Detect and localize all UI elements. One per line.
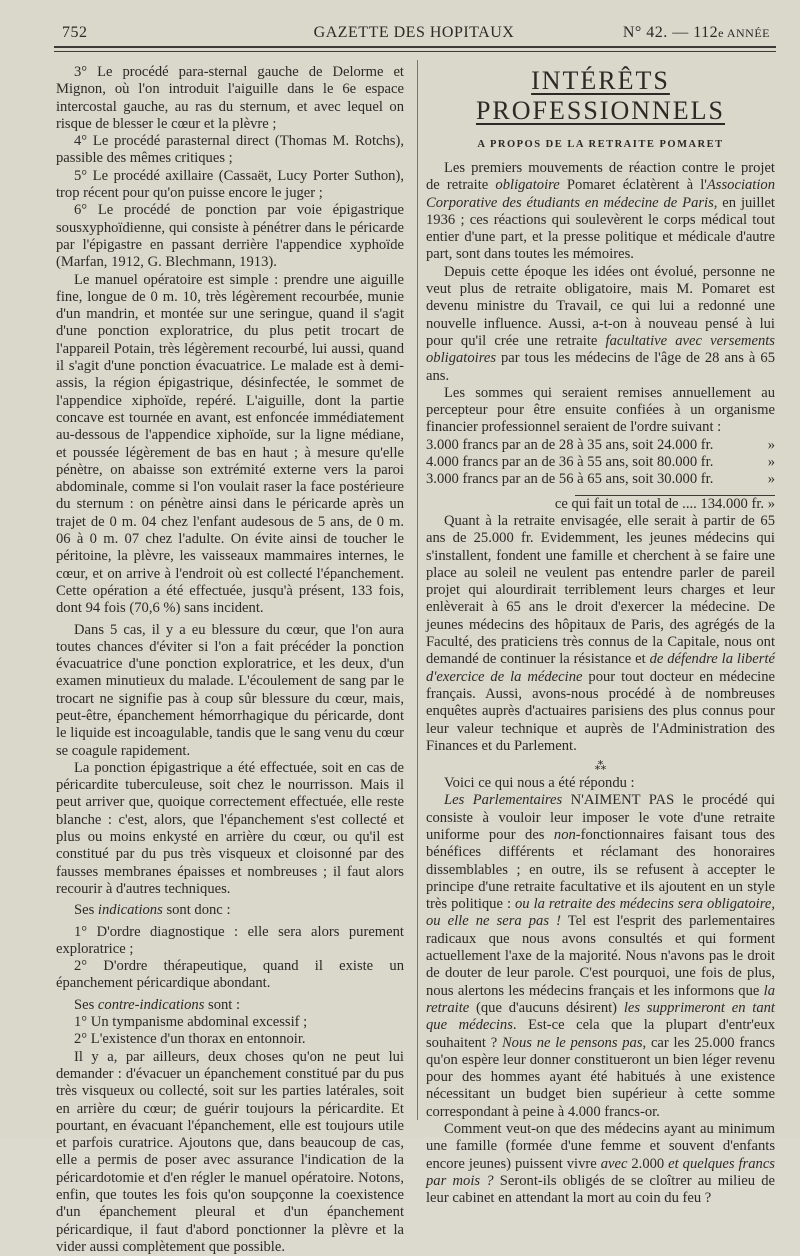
text-run-italic: et quelques francs par mois ? [426, 1155, 775, 1189]
paragraph: Dans 5 cas, il y a eu blessure du cœur, que l'on aura toutes chances d'éviter si l'on a fait précéder la ponction évacuatrice d'une ponction exploratrice, et les deux, d'un examen minutieux du malade. L'écoulement de sang par le trocart ne signifie pas à coup sûr blessure du cœur, mais, peut-être, épanchement hémorrhagique du péricarde, dont le liquide est incoagulable, tandis que le sang venu du cœur se coagule rapidement. [56, 621, 404, 759]
text-run: , en juillet 1936 ; ces réactions qui soulevèrent le corps médical tout entier d'une part, et la presse politique et médicale d'autre part, sont dans toutes les mémoires. [426, 194, 775, 263]
paragraph [56, 902, 404, 919]
amount-label: 3.000 francs par an de 28 à 35 ans, soit 24.000 fr. [426, 436, 714, 453]
text-run-italic: contre-indications [97, 996, 205, 1013]
text-run-italic: avec [600, 1155, 628, 1172]
paragraph: 6° Le procédé de ponction par voie épigastrique sousxyphoïdienne, qui consiste à pénétrer dans le péricarde par l'épigastre en passant derrière l'appendice xyphoïde (Marfan, 1912, G. Blechmann, 1913). [56, 202, 404, 271]
paragraph: 4° Le procédé parasternal direct (Thomas M. Rotchs), passible des mêmes critiques ; [56, 133, 404, 167]
text-run: pour tout docteur en médecine français. Aussi, avons-nous procédé à de nombreuses enquêtes auprès d'actuaires parisiens des plus connus pour leur valeur technique et auprès de l'Administration des Finances et du Parlement. [426, 668, 776, 754]
column-separator [417, 60, 418, 1120]
journal-title: GAZETTE DES HOPITAUX [313, 24, 515, 41]
section-subtitle: A PROPOS DE LA RETRAITE POMARET [477, 139, 724, 150]
paragraph: Voici ce qui nous a été répondu : [444, 775, 635, 792]
page-header [54, 18, 774, 46]
paragraph: Les sommes qui seraient remises annuellement au percepteur pour être ensuite confiées à un organisme financier professionnel seraient de l'ordre suivant : [426, 384, 775, 436]
text-run: -fonctionnaires faisant tous des bénéfices différents et réclamant des honoraires dissemblables ; en outre, ils se refusent à accepter le principe d'une retraite facultative et ils ajoutent en un style très politique : [426, 826, 775, 913]
paragraph: 2° D'ordre thérapeutique, quand il existe un épanchement péricardique abondant. [56, 958, 404, 992]
total-line: ce qui fait un total de .... 134.000 fr. » [554, 495, 775, 512]
section-break-stars: ⁂ [594, 759, 607, 774]
amount-mark: » [767, 436, 775, 453]
text-run: par tous les médecins de l'âge de 28 ans à 65 ans. [426, 350, 775, 384]
paragraph [426, 264, 775, 385]
issue-number [623, 24, 770, 42]
text-run-italic: ou la retraite des médecins sera obligatoire, ou elle ne sera pas ! [426, 896, 775, 930]
text-run: Ses [74, 902, 98, 919]
paragraph [426, 160, 775, 264]
text-run: Depuis cette époque les idées ont évolué, personne ne veut plus de retraite obligatoire, mais M. Pomaret est devenu ministre du Travail, ce qui lui a redonné une nouvelle influence. Aussi, a-t-on à nouveau pensé à lui pour qu'il crée une retraite [426, 263, 775, 349]
text-run: sont donc : [162, 902, 231, 919]
text-run: . Est-ce cela que la plupart d'entr'eux souhaitent ? [426, 1017, 775, 1051]
issue-suffix: e ANNÉE [718, 26, 770, 40]
page-number: 752 [62, 24, 88, 41]
right-column [426, 64, 775, 1208]
text-run-italic: indications [97, 902, 163, 919]
paragraph [426, 792, 775, 1121]
paragraph: 2° L'existence d'un thorax en entonnoir. [74, 1031, 306, 1048]
text-run: Comment veut-on que des médecins ayant au minimum une famille (formée d'une femme et souvent d'enfants encore jeunes) puissent vivre [426, 1121, 775, 1172]
amount-label: 4.000 francs par an de 36 à 55 ans, soit 80.000 fr. [426, 454, 714, 471]
text-run-italic: obligatoire [495, 177, 560, 194]
text-run: 2.000 [627, 1155, 669, 1172]
text-run-italic: Nous ne le pensons pas [501, 1034, 643, 1051]
text-run: Seront-ils obligés de se cloîtrer au milieu de leur cabinet en attendant la mort au coin du feu ? [426, 1172, 776, 1207]
paragraph: 1° Un tympanisme abdominal excessif ; [74, 1014, 308, 1031]
amount-row [426, 454, 775, 471]
amount-mark: » [767, 454, 775, 471]
text-run-italic: la retraite [426, 982, 775, 1016]
text-run: sont : [204, 996, 241, 1013]
text-run-italic: Association Corporative des étudiants en médecine de Paris [426, 177, 775, 211]
issue-main: N° 42. — 112 [622, 24, 719, 41]
left-column [56, 64, 404, 1256]
text-run: Les premiers mouvements de réaction contre le projet de retraite [426, 160, 775, 194]
text-run: , car les 25.000 francs qu'on espère leur donner constitueront un bien léger revenu pour des hommes ayant été habitués à une existence nécessitant un budget bien supérieur à cette somme correspondant à peine à 4.000 francs-or. [426, 1034, 775, 1120]
text-run: Ses [74, 996, 98, 1013]
paragraph [426, 513, 775, 755]
paragraph: 1° D'ordre diagnostique : elle sera alors purement exploratrice ; [56, 923, 404, 957]
paragraph: La ponction épigastrique a été effectuée, soit en cas de péricardite tuberculeuse, soit chez le nourrisson. Mais il peut arriver que, quoique correctement effectuée, elle reste blanche : c'est, alors, que l'épanchement s'est collecté et plus ou moins enkysté en arrière du cœur, ou qu'il est constitué par du pus très visqueux et cloisonné par des fausses membranes épaisses et nombreuses ; il faut alors recourir à d'autres techniques. [56, 759, 404, 897]
text-run: le procédé qui consiste à vouloir leur imposer le vote d'une retraite uniforme pour des [426, 792, 775, 843]
amount-label: 3.000 francs par an de 56 à 65 ans, soit 30.000 fr. [426, 471, 714, 488]
amount-row [426, 471, 775, 488]
paragraph: Il y a, par ailleurs, deux choses qu'on ne peut lui demander : d'évacuer un épanchement constitué par du pus très visqueux ou collecté, soit sur les parties latérales, soit en arrière du cœur; de guérir toujours la péricardite. Et pourtant, en évacuant l'épanchement, elle est toujours utile et parfois curatrice. Ajoutons que, dans beaucoup de cas, elle a permis de poser avec assurance l'indication de la péricardotomie et d'en régler le manuel opératoire. Notons, enfin, que toutes les fois qu'on soupçonne la coexistence d'un épanchement pleural et d'un épanchement péricardique, il faut d'abord ponctionner la plèvre et la vider aussi complètement que possible. [56, 1048, 404, 1255]
amount-mark: » [767, 471, 775, 488]
text-run-italic: non [553, 826, 576, 843]
paragraph: 3° Le procédé para-sternal gauche de Delorme et Mignon, où l'on introduit l'aiguille dans le 6e espace intercostal gauche, au ras du sternum, et avec lequel on risque de blesser le cœur et la plèvre ; [56, 64, 404, 132]
amount-row [426, 437, 775, 454]
text-run-smallcaps: N'AIMENT PAS [562, 792, 675, 809]
text-run-italic: Les Parlementaires [444, 792, 563, 809]
text-run-italic: facultative avec versements obligatoires [426, 332, 775, 367]
paragraph: Le manuel opératoire est simple : prendre une aiguille fine, longue de 0 m. 10, très légèrement recourbée, munie d'un mandrin, et montée sur une seringue, quand il s'agit d'une ponction exploratrice, du plus petit trocart de l'appareil Potain, très légèrement recourbé, lui aussi, quand il s'agit d'une ponction évacuatrice. Le malade est à demi-assis, la région épigastrique, désinfectée, le sommet de l'appendice xiphoïde, repéré. L'aiguille, dont la partie concave est tournée en avant, est enfoncée immédiatement au-dessous de l'appendice xiphoïde, sur la ligne médiane, et poussée légèrement de bas en haut ; à mesure qu'elle pénètre, on abaisse son extrémité externe vers la paroi abdominale, comme si l'on voulait raser la face postérieure du sternum : on pénètre ainsi dans le péricarde après un trajet de 0 m. 04 chez l'enfant audesous de 5 ans, de 0 m. 06 à 0 m. 07 chez l'adulte. On évite ainsi de toucher le péritoine, la plèvre, les vaisseaux mammaires internes, le cœur, et on arrive à l'endroit où est collecté l'épanchement. Cette opération a été effectuée, jusqu'à présent, 133 fois, dont 94 fois (70,6 %) sans incident. [56, 271, 404, 617]
text-run: Tel est l'esprit des parlementaires radicaux que nous avons consultés et qui forment actuellement l'axe de la majorité. Nous n'avons pas le droit de douter de leur parole. C'est pourquoi, une fois de plus, nous alertons les médecins français et les informons que [426, 913, 775, 999]
paragraph [426, 1121, 775, 1207]
text-run-italic: les supprimeront en tant que médecins [426, 999, 775, 1034]
text-run: Pomaret éclatèrent à l' [559, 177, 707, 194]
header-rule [54, 46, 776, 48]
text-run-italic: de défendre la liberté d'exercice de la médecine [426, 651, 775, 685]
paragraph [56, 997, 404, 1014]
text-run: (que d'aucuns désirent) [469, 999, 624, 1016]
amounts-list [426, 437, 775, 489]
header-rule-thin [54, 51, 776, 52]
section-title: INTÉRÊTS PROFESSIONNELS [475, 66, 726, 125]
paragraph: 5° Le procédé axillaire (Cassaët, Lucy Porter Suthon), trop récent pour qu'on puisse encore le juger ; [56, 167, 404, 202]
text-run: Quant à la retraite envisagée, elle serait à partir de 65 ans de 25.000 fr. Evidemment, les jeunes médecins qui s'installent, fondent une famille et cherchent à se faire une place au soleil ne veulent pas entendre parler de pareil projet qui alourdirait terriblement leurs charges et leur enlèverait à 65 ans le droit d'exercer la médecine. De jeunes médecins des hôpitaux de Paris, des agrégés de la Faculté, des praticiens très connus de la Capitale, nous ont demandé de continuer la résistance et [426, 512, 775, 668]
